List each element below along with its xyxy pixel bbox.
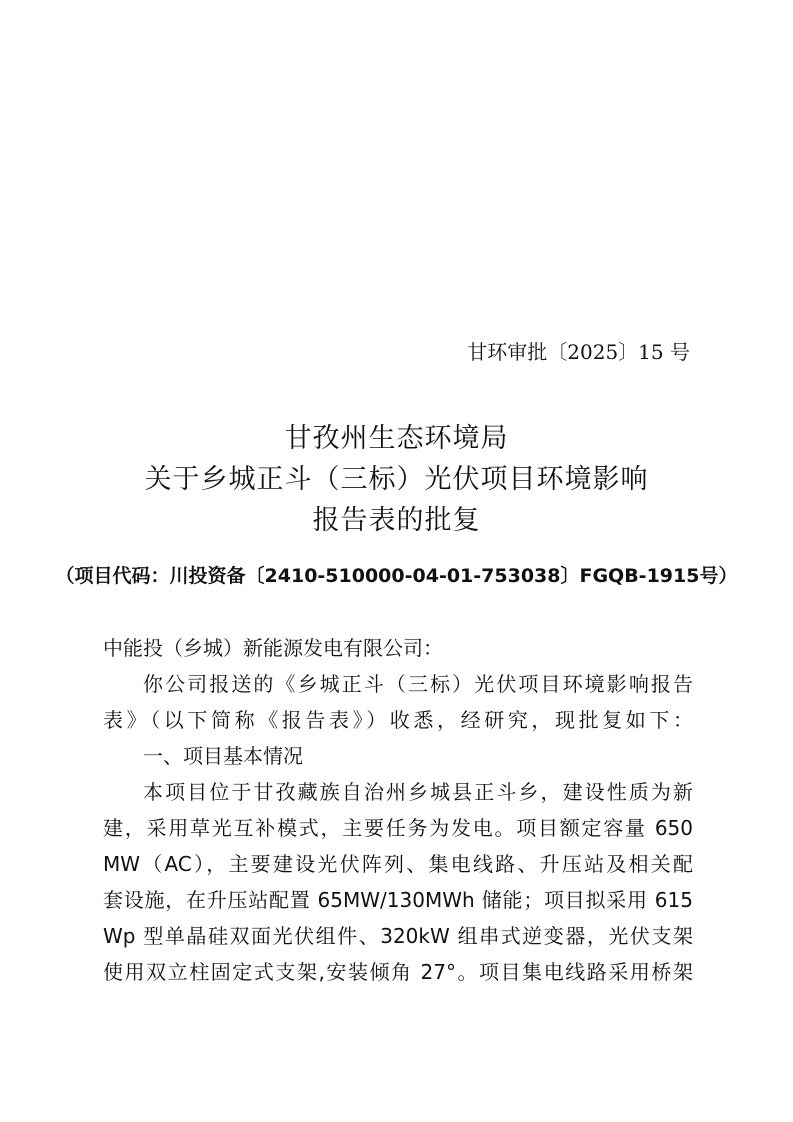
- document-number: 甘环审批〔2025〕15 号: [467, 340, 690, 364]
- paragraph-2-line-3: MW（AC），主要建设光伏阵列、集电线路、升压站及相关配: [103, 852, 693, 876]
- title-line-2: 关于乡城正斗（三标）光伏项目环境影响: [144, 464, 649, 495]
- document-body: [103, 630, 693, 990]
- paragraph-2-line-1: 本项目位于甘孜藏族自治州乡城县正斗乡，建设性质为新: [143, 780, 693, 804]
- paragraph-1-line-2: 表》（以下简称《报告表》）收悉，经研究，现批复如下：: [103, 708, 693, 732]
- project-code: （项目代码：川投资备〔2410-510000-04-01-753038〕FGQB-1915号）: [55, 565, 738, 587]
- section-1-heading: 一、项目基本情况: [143, 744, 303, 768]
- paragraph-1-line-1: 你公司报送的《乡城正斗（三标）光伏项目环境影响报告: [143, 672, 693, 696]
- paragraph-2-line-6: 使用双立柱固定式支架,安装倾角 27°。项目集电线路采用桥架: [103, 960, 693, 984]
- paragraph-2-line-4: 套设施，在升压站配置 65MW/130MWh 储能；项目拟采用 615: [103, 888, 693, 912]
- addressee: 中能投（乡城）新能源发电有限公司：: [103, 636, 443, 660]
- title-line-3: 报告表的批复: [312, 505, 481, 536]
- document-title: [0, 418, 793, 541]
- paragraph-2-line-2: 建，采用草光互补模式，主要任务为发电。项目额定容量 650: [103, 816, 693, 840]
- title-line-1: 甘孜州生态环境局: [284, 423, 509, 454]
- paragraph-2-line-5: Wp 型单晶硅双面光伏组件、320kW 组串式逆变器，光伏支架: [103, 924, 693, 948]
